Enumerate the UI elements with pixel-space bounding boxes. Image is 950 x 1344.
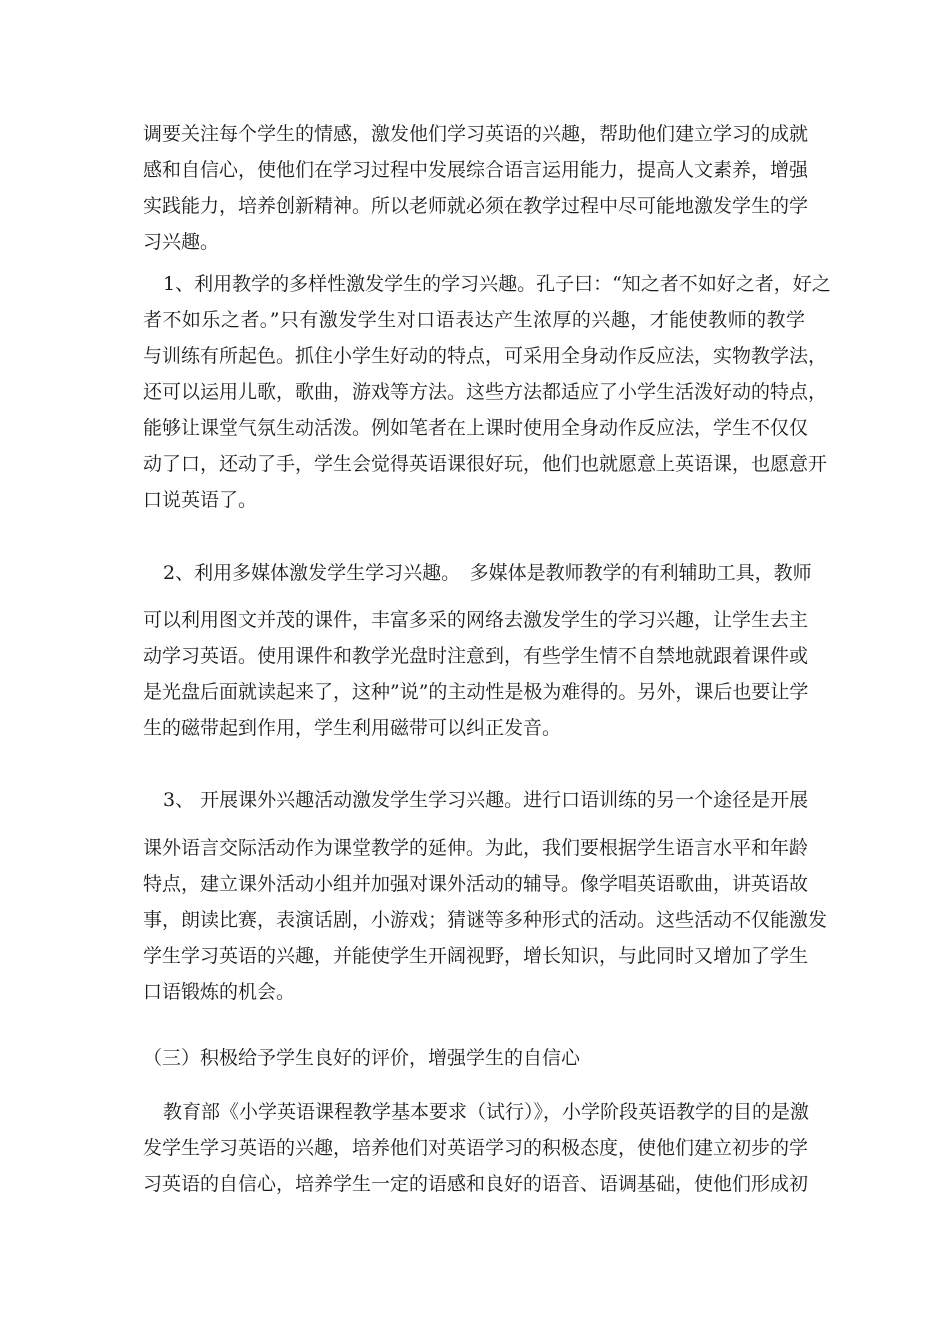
text-line: 习英语的自信心，培养学生一定的语感和良好的语音、语调基础，使他们形成初 <box>143 1173 809 1195</box>
text-line: 是光盘后面就读起来了，这种”说”的主动性是极为难得的。另外，课后也要让学 <box>143 681 809 703</box>
text-line: 还可以运用儿歌，歌曲，游戏等方法。这些方法都适应了小学生活泼好动的特点， <box>143 381 828 403</box>
text-line: 可以利用图文并茂的课件，丰富多采的网络去激发学生的学习兴趣，让学生去主 <box>143 609 809 631</box>
text-line: 课外语言交际活动作为课堂教学的延伸。为此，我们要根据学生语言水平和年龄 <box>143 837 809 859</box>
text-line: 2、利用多媒体激发学生学习兴趣。 多媒体是教师教学的有利辅助工具，教师 <box>163 562 812 584</box>
text-line: 3、 开展课外兴趣活动激发学生学习兴趣。进行口语训练的另一个途径是开展 <box>163 789 809 811</box>
text-line: 事，朗读比赛，表演话剧，小游戏；猜谜等多种形式的活动。这些活动不仅能激发 <box>143 909 828 931</box>
text-line: 能够让课堂气氛生动活泼。例如笔者在上课时使用全身动作反应法，学生不仅仅 <box>143 417 809 439</box>
text-line: 习兴趣。 <box>143 231 220 253</box>
text-line: 动学习英语。使用课件和教学光盘时注意到，有些学生情不自禁地就跟着课件或 <box>143 645 809 667</box>
text-line: 动了口，还动了手，学生会觉得英语课很好玩，他们也就愿意上英语课，也愿意开 <box>143 453 828 475</box>
text-line: 实践能力，培养创新精神。所以老师就必须在教学过程中尽可能地激发学生的学 <box>143 195 809 217</box>
text-line: 调要关注每个学生的情感，激发他们学习英语的兴趣，帮助他们建立学习的成就 <box>143 123 809 145</box>
text-line: 特点，建立课外活动小组并加强对课外活动的辅导。像学唱英语歌曲，讲英语故 <box>143 873 809 895</box>
text-line: 口语锻炼的机会。 <box>143 981 296 1003</box>
text-line: 口说英语了。 <box>143 489 258 511</box>
text-line: 1、利用教学的多样性激发学生的学习兴趣。孔子曰：“知之者不如好之者，好之 <box>163 273 831 295</box>
text-line: 教育部《小学英语课程教学基本要求（试行）》，小学阶段英语教学的目的是激 <box>163 1101 810 1123</box>
text-line: 者不如乐之者。”只有激发学生对口语表达产生浓厚的兴趣，才能使教师的教学 <box>143 309 805 331</box>
heading-text: （三）积极给予学生良好的评价，增强学生的自信心 <box>143 1047 581 1069</box>
text-line: 学生学习英语的兴趣，并能使学生开阔视野，增长知识，与此同时又增加了学生 <box>143 945 809 967</box>
text-line: 生的磁带起到作用，学生利用磁带可以纠正发音。 <box>143 717 562 739</box>
text-line: 发学生学习英语的兴趣，培养他们对英语学习的积极态度，使他们建立初步的学 <box>143 1137 809 1159</box>
text-line: 与训练有所起色。抓住小学生好动的特点，可采用全身动作反应法，实物教学法， <box>143 345 828 367</box>
text-line: 感和自信心，使他们在学习过程中发展综合语言运用能力，提高人文素养，增强 <box>143 159 809 181</box>
